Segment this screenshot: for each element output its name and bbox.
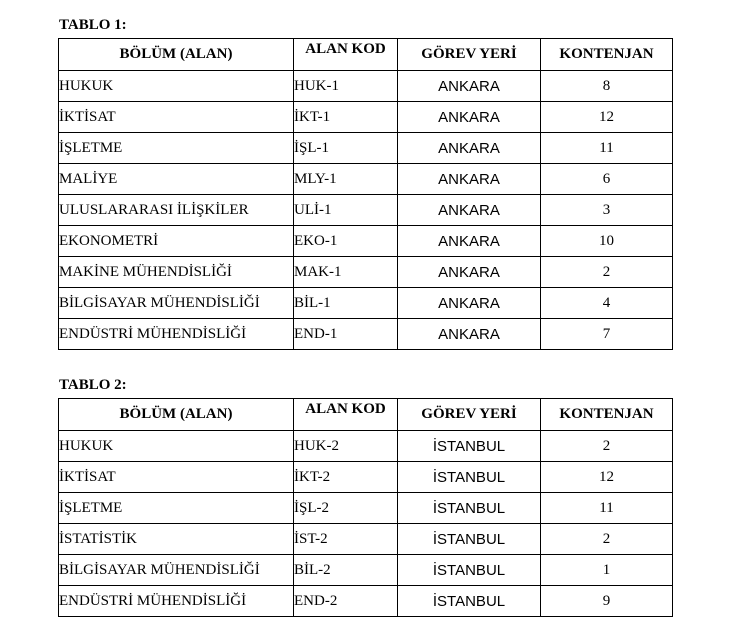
- cell-alan-kod: İKT-2: [294, 462, 398, 493]
- cell-bolum: MAKİNE MÜHENDİSLİĞİ: [59, 257, 294, 288]
- cell-bolum: İKTİSAT: [59, 462, 294, 493]
- cell-alan-kod: END-1: [294, 319, 398, 350]
- table-row: [59, 431, 673, 462]
- table-row: [59, 555, 673, 586]
- header-gorev-yeri: GÖREV YERİ: [398, 39, 541, 71]
- cell-alan-kod: İŞL-2: [294, 493, 398, 524]
- cell-kontenjan: 12: [541, 102, 673, 133]
- header-kontenjan: KONTENJAN: [541, 39, 673, 71]
- table-row: [59, 288, 673, 319]
- header-alan-kod: ALAN KOD: [294, 399, 398, 431]
- cell-kontenjan: 3: [541, 195, 673, 226]
- cell-gorev-yeri: ANKARA: [398, 71, 541, 102]
- table-block-1: [58, 16, 673, 350]
- cell-gorev-yeri: İSTANBUL: [398, 555, 541, 586]
- cell-kontenjan: 4: [541, 288, 673, 319]
- quota-table-istanbul: [58, 398, 673, 617]
- table-row: [59, 195, 673, 226]
- table-row: [59, 586, 673, 617]
- cell-bolum: İKTİSAT: [59, 102, 294, 133]
- cell-kontenjan: 1: [541, 555, 673, 586]
- table-block-2: [58, 376, 673, 617]
- cell-bolum: EKONOMETRİ: [59, 226, 294, 257]
- cell-kontenjan: 11: [541, 493, 673, 524]
- header-bolum: BÖLÜM (ALAN): [59, 399, 294, 431]
- cell-gorev-yeri: İSTANBUL: [398, 586, 541, 617]
- cell-bolum: ENDÜSTRİ MÜHENDİSLİĞİ: [59, 319, 294, 350]
- table-row: [59, 524, 673, 555]
- cell-alan-kod: BİL-1: [294, 288, 398, 319]
- cell-alan-kod: MLY-1: [294, 164, 398, 195]
- cell-gorev-yeri: ANKARA: [398, 164, 541, 195]
- header-gorev-yeri: GÖREV YERİ: [398, 399, 541, 431]
- cell-alan-kod: İŞL-1: [294, 133, 398, 164]
- cell-bolum: HUKUK: [59, 431, 294, 462]
- cell-bolum: İŞLETME: [59, 493, 294, 524]
- table-row: [59, 319, 673, 350]
- cell-alan-kod: HUK-2: [294, 431, 398, 462]
- table-caption: TABLO 1:: [59, 17, 127, 33]
- table-row: [59, 71, 673, 102]
- cell-gorev-yeri: İSTANBUL: [398, 493, 541, 524]
- cell-gorev-yeri: ANKARA: [398, 102, 541, 133]
- cell-kontenjan: 9: [541, 586, 673, 617]
- table-row: [59, 257, 673, 288]
- table-row: [59, 493, 673, 524]
- table-row: [59, 102, 673, 133]
- cell-gorev-yeri: ANKARA: [398, 257, 541, 288]
- cell-alan-kod: END-2: [294, 586, 398, 617]
- cell-gorev-yeri: ANKARA: [398, 226, 541, 257]
- cell-kontenjan: 6: [541, 164, 673, 195]
- cell-gorev-yeri: İSTANBUL: [398, 431, 541, 462]
- table-row: [59, 133, 673, 164]
- cell-kontenjan: 10: [541, 226, 673, 257]
- cell-bolum: HUKUK: [59, 71, 294, 102]
- table-row: [59, 164, 673, 195]
- table-header-row: [59, 399, 673, 431]
- cell-gorev-yeri: İSTANBUL: [398, 524, 541, 555]
- header-kontenjan: KONTENJAN: [541, 399, 673, 431]
- cell-alan-kod: İKT-1: [294, 102, 398, 133]
- cell-kontenjan: 2: [541, 431, 673, 462]
- header-alan-kod: ALAN KOD: [294, 39, 398, 71]
- cell-bolum: BİLGİSAYAR MÜHENDİSLİĞİ: [59, 555, 294, 586]
- cell-bolum: İSTATİSTİK: [59, 524, 294, 555]
- cell-alan-kod: HUK-1: [294, 71, 398, 102]
- cell-kontenjan: 8: [541, 71, 673, 102]
- cell-alan-kod: İST-2: [294, 524, 398, 555]
- cell-bolum: İŞLETME: [59, 133, 294, 164]
- cell-kontenjan: 7: [541, 319, 673, 350]
- cell-kontenjan: 11: [541, 133, 673, 164]
- cell-gorev-yeri: ANKARA: [398, 133, 541, 164]
- table-header-row: [59, 39, 673, 71]
- cell-gorev-yeri: ANKARA: [398, 288, 541, 319]
- cell-alan-kod: EKO-1: [294, 226, 398, 257]
- cell-kontenjan: 12: [541, 462, 673, 493]
- table-caption: TABLO 2:: [59, 377, 127, 393]
- cell-gorev-yeri: ANKARA: [398, 195, 541, 226]
- cell-bolum: ULUSLARARASI İLİŞKİLER: [59, 195, 294, 226]
- cell-alan-kod: ULİ-1: [294, 195, 398, 226]
- cell-alan-kod: BİL-2: [294, 555, 398, 586]
- cell-bolum: ENDÜSTRİ MÜHENDİSLİĞİ: [59, 586, 294, 617]
- cell-alan-kod: MAK-1: [294, 257, 398, 288]
- table-row: [59, 226, 673, 257]
- table-row: [59, 462, 673, 493]
- header-bolum: BÖLÜM (ALAN): [59, 39, 294, 71]
- cell-gorev-yeri: ANKARA: [398, 319, 541, 350]
- cell-kontenjan: 2: [541, 524, 673, 555]
- cell-bolum: BİLGİSAYAR MÜHENDİSLİĞİ: [59, 288, 294, 319]
- cell-gorev-yeri: İSTANBUL: [398, 462, 541, 493]
- cell-kontenjan: 2: [541, 257, 673, 288]
- cell-bolum: MALİYE: [59, 164, 294, 195]
- quota-table-ankara: [58, 38, 673, 350]
